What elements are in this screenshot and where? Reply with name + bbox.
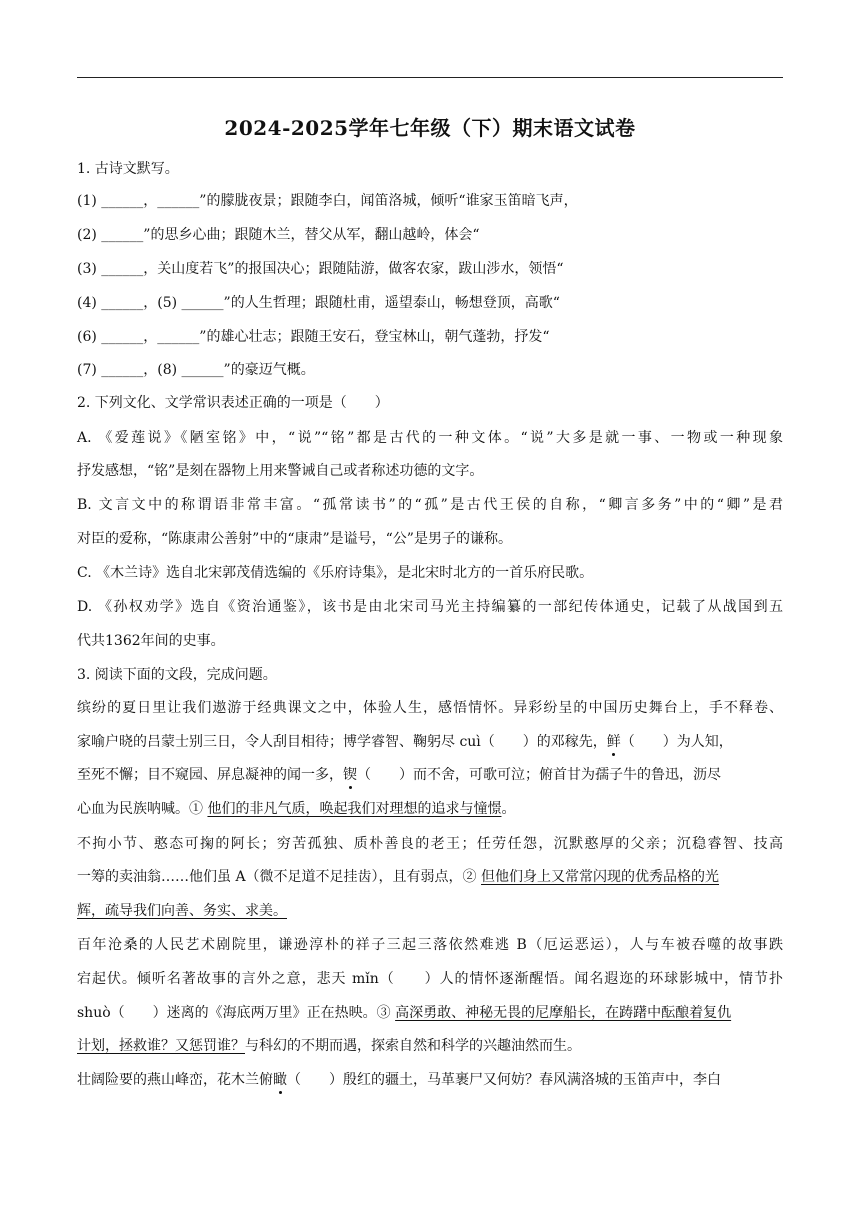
q1-line-6: (7) ______，(8) ______”的豪迈气概。 <box>77 362 315 378</box>
q2-option-d-line-1: D. 《孙权劝学》选自《资治通鉴》，该书是由北宋司马光主持编纂的一部纪传体通史，记载了从战国到五 <box>77 599 783 615</box>
q1-heading: 1. 古诗文默写。 <box>77 161 179 177</box>
q1-line-2: (2) ______”的思乡心曲；跟随木兰，替父从军，翻山越岭，体会“ <box>77 227 480 243</box>
q3-text: 壮阔险要的燕山峰峦，花木兰俯 <box>77 1072 273 1088</box>
q3-text: （ ）为人知， <box>620 734 733 750</box>
q3-p1-line-4 <box>77 799 783 819</box>
q3-text: （ ）而不舍，可歌可泣；俯首甘为孺子牛的鲁迅，沥尽 <box>357 767 721 783</box>
q3-dotted-char: 鲜 <box>606 734 621 750</box>
q2-option-a <box>77 428 783 448</box>
q2-option-d <box>77 597 783 617</box>
q1-line-1: (1) ______，______”的朦胧夜景；跟随李白，闻笛洛城，倾听“谁家玉笛暗飞声， <box>77 193 578 209</box>
q3-text: shuò（ ）迷离的《海底两万里》正在热映。③ <box>77 1005 396 1021</box>
q2-option-c: C. 《木兰诗》选自北宋郭茂倩选编的《乐府诗集》，是北宋时北方的一首乐府民歌。 <box>77 565 594 581</box>
q1-line-4: (4) ______，(5) ______”的人生哲理；跟随杜甫，遥望泰山，畅想登顶，高歌“ <box>77 295 560 311</box>
q1-line-5: (6) ______，______”的雄心壮志；跟随王安石，登宝林山，朝气蓬勃，抒发“ <box>77 329 550 345</box>
q3-p1-line-2 <box>77 732 783 752</box>
q3-underlined-sentence-2: 但他们身上又常常闪现的优秀品格的光 <box>481 869 720 885</box>
q3-p2-line-1 <box>77 834 783 854</box>
q2-option-a-line-1: A. 《爱莲说》《陋室铭》中，“说”“铭”都是古代的一种文体。“说”大多是就一事、一物或一种现象 <box>77 430 783 446</box>
q3-underlined-sentence-1: 他们的非凡气质，唤起我们对理想的追求与憧憬 <box>207 801 502 817</box>
q2-option-d-cont: 代共1362年间的史事。 <box>77 633 225 649</box>
q3-p3-line-4 <box>77 1036 783 1056</box>
q3-text: 与科幻的不期而遇，探索自然和科学的兴趣油然而生。 <box>245 1038 581 1054</box>
q3-heading: 3. 阅读下面的文段，完成问题。 <box>77 667 277 683</box>
q3-text: 至死不懈；目不窥园、屏息凝神的闻一多， <box>77 767 343 783</box>
q3-dotted-char: 瞰 <box>273 1072 287 1088</box>
q2-heading: 2. 下列文化、文学常识表述正确的一项是（ ） <box>77 395 389 411</box>
q3-text: 。 <box>501 801 516 817</box>
q3-dotted-char: 锲 <box>343 767 357 783</box>
header-rule <box>77 77 783 78</box>
page-title: 2024-2025学年七年级（下）期末语文试卷 <box>224 116 636 140</box>
q3-text: 不拘小节、憨态可掬的阿长；穷苦孤独、质朴善良的老王；任劳任怨，沉默憨厚的父亲；沉稳睿智、技高 <box>77 836 783 852</box>
q2-option-b-line-1: B. 文言文中的称谓语非常丰富。“孤常读书”的“孤”是古代王侯的自称，“卿言多务”中的“卿”是君 <box>77 497 783 513</box>
q2-option-a-cont: 抒发感想，“铭”是刻在器物上用来警诫自己或者称述功德的文字。 <box>77 463 484 479</box>
q2-option-b <box>77 495 783 515</box>
q3-underlined-sentence-3-cont: 计划，拯救谁？又惩罚谁？ <box>77 1038 245 1054</box>
q3-p1-line-1 <box>77 698 783 718</box>
q3-p3-line-3 <box>77 1003 783 1023</box>
q3-p3-line-1 <box>77 935 783 955</box>
q3-text: 缤纷的夏日里让我们遨游于经典课文之中，体验人生，感悟情怀。异彩纷呈的中国历史舞台上，手不释卷、 <box>77 700 783 716</box>
q3-text: 百年沧桑的人民艺术剧院里，谦逊淳朴的祥子三起三落依然难逃 B（厄运恶运），人与车被吞噬的故事跌 <box>77 937 783 953</box>
q1-line-3: (3) ______，关山度若飞”的报国决心；跟随陆游，做客农家，跋山涉水，领悟“ <box>77 261 564 277</box>
q3-text: 一筹的卖油翁……他们虽 A（微不足道不足挂齿），且有弱点，② <box>77 869 482 885</box>
q3-text: 家喻户晓的吕蒙士别三日，令人刮目相待；博学睿智、鞠躬尽 cuì（ ）的邓稼先， <box>77 734 607 750</box>
q3-p3-line-2 <box>77 969 783 989</box>
q3-p1-line-3 <box>77 765 783 785</box>
q3-p4-line-1 <box>77 1070 783 1090</box>
q3-text: （ ）殷红的疆土，马革裹尸又何妨？春风满洛城的玉笛声中，李白 <box>287 1072 721 1088</box>
q3-text: 心血为民族呐喊。① <box>77 801 208 817</box>
q3-underlined-sentence-2-cont: 辉，疏导我们向善、务实、求美。 <box>77 903 287 919</box>
q2-option-b-cont: 对臣的爱称，“陈康肃公善射”中的“康肃”是谥号，“公”是男子的谦称。 <box>77 531 512 547</box>
q3-text: 宕起伏。倾听名著故事的言外之意，悲天 mǐn（ ）人的情怀逐渐醒悟。闻名遐迩的环球影城中，情节扑 <box>77 971 783 987</box>
q3-p2-line-3 <box>77 901 783 921</box>
q3-p2-line-2 <box>77 867 783 887</box>
q3-underlined-sentence-3: 高深勇敢、神秘无畏的尼摩船长，在踌躇中酝酿着复仇 <box>395 1005 732 1021</box>
